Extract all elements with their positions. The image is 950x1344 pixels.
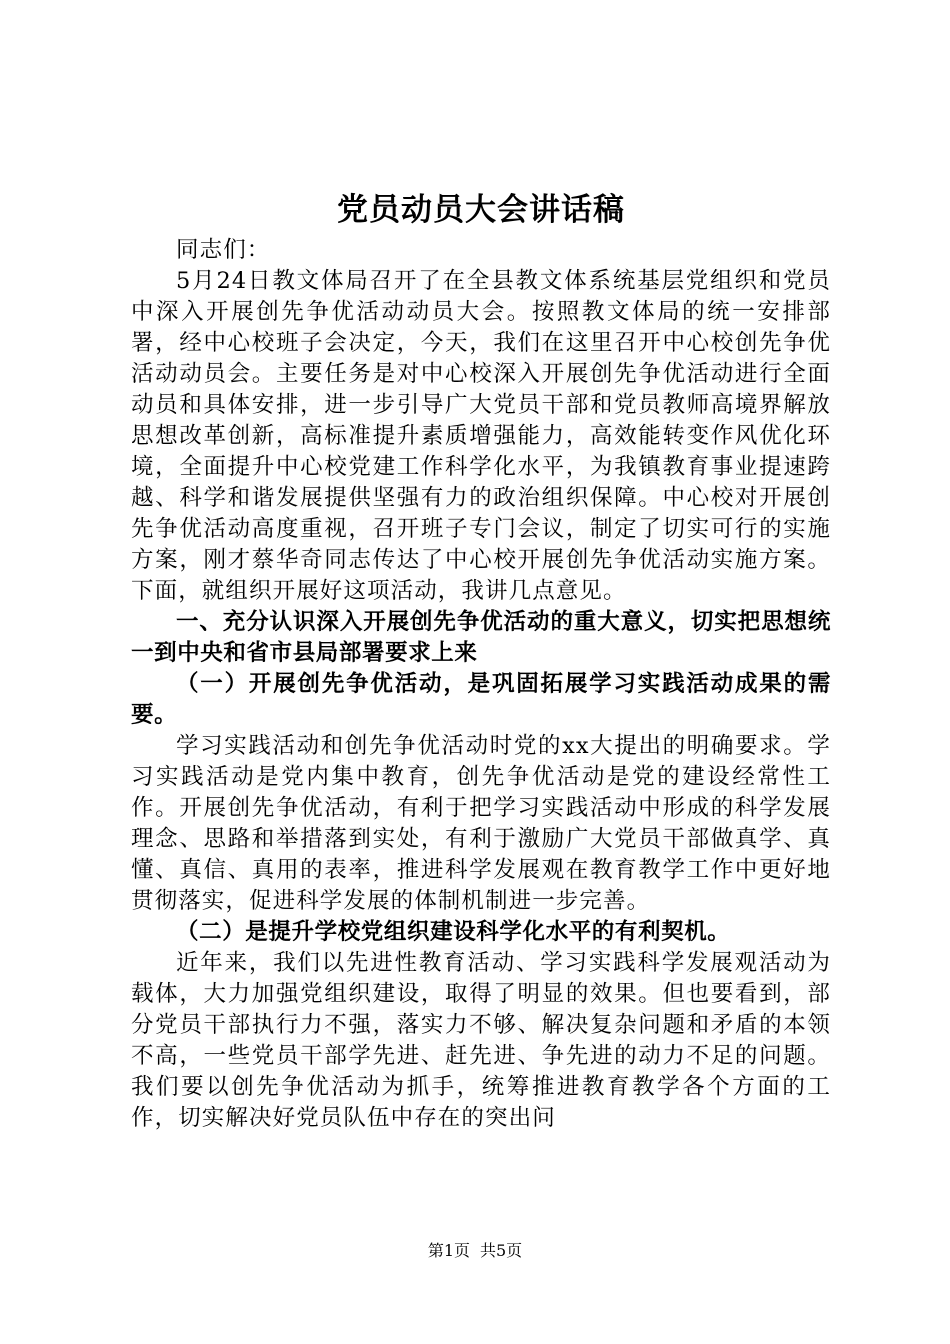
paragraph-intro: 5月24日教文体局召开了在全县教文体系统基层党组织和党员中深入开展创先争优活动动员大会。按照教文体局的统一安排部署，经中心校班子会决定，今天，我们在这里召开中心校创先争优活动动员会。主要任务是对中心校深入开展创先争优活动进行全面动员和具体安排，进一步引导广大党员干部和党员教师高境界解放思想改革创新，高标准提升素质增强能力，高效能转变作风优化环境，全面提升中心校党建工作科学化水平，为我镇教育事业提速跨越、科学和谐发展提供坚强有力的政治组织保障。中心校对开展创先争优活动高度重视，召开班子专门会议，制定了切实可行的实施方案，刚才蔡华奇同志传达了中心校开展创先争优活动实施方案。下面，就组织开展好这项活动，我讲几点意见。 bbox=[131, 268, 831, 604]
section-heading-1: 一、充分认识深入开展创先争优活动的重大意义，切实把思想统一到中央和省市县局部署要求上来 bbox=[131, 609, 831, 666]
subsection-heading-2: （二）是提升学校党组织建设科学化水平的有利契机。 bbox=[176, 919, 731, 945]
subsection-heading-1: （一）开展创先争优活动，是巩固拓展学习实践活动成果的需要。 bbox=[131, 671, 831, 728]
page-footer bbox=[0, 1241, 950, 1261]
greeting: 同志们： bbox=[176, 237, 271, 263]
paragraph-3: 近年来，我们以先进性教育活动、学习实践科学发展观活动为载体，大力加强党组织建设，取得了明显的效果。但也要看到，部分党员干部执行力不强，落实力不够、解决复杂问题和矛盾的本领不高，一些党员干部学先进、赶先进、争先进的动力不足的问题。我们要以创先争优活动为抓手，统筹推进教育教学各个方面的工作，切实解决好党员队伍中存在的突出问 bbox=[131, 950, 831, 1131]
document-page bbox=[131, 0, 831, 1134]
page-total: 共5页 bbox=[480, 1241, 523, 1260]
document-title: 党员动员大会讲话稿 bbox=[337, 192, 625, 228]
page-number: 第1页 bbox=[427, 1241, 470, 1260]
paragraph-2: 学习实践活动和创先争优活动时党的xx大提出的明确要求。学习实践活动是党内集中教育，创先争优活动是党的建设经常性工作。开展创先争优活动，有利于把学习实践活动中形成的科学发展理念、思路和举措落到实处，有利于激励广大党员干部做真学、真懂、真信、真用的表率，推进科学发展观在教育教学工作中更好地贯彻落实，促进科学发展的体制机制进一步完善。 bbox=[131, 733, 831, 914]
